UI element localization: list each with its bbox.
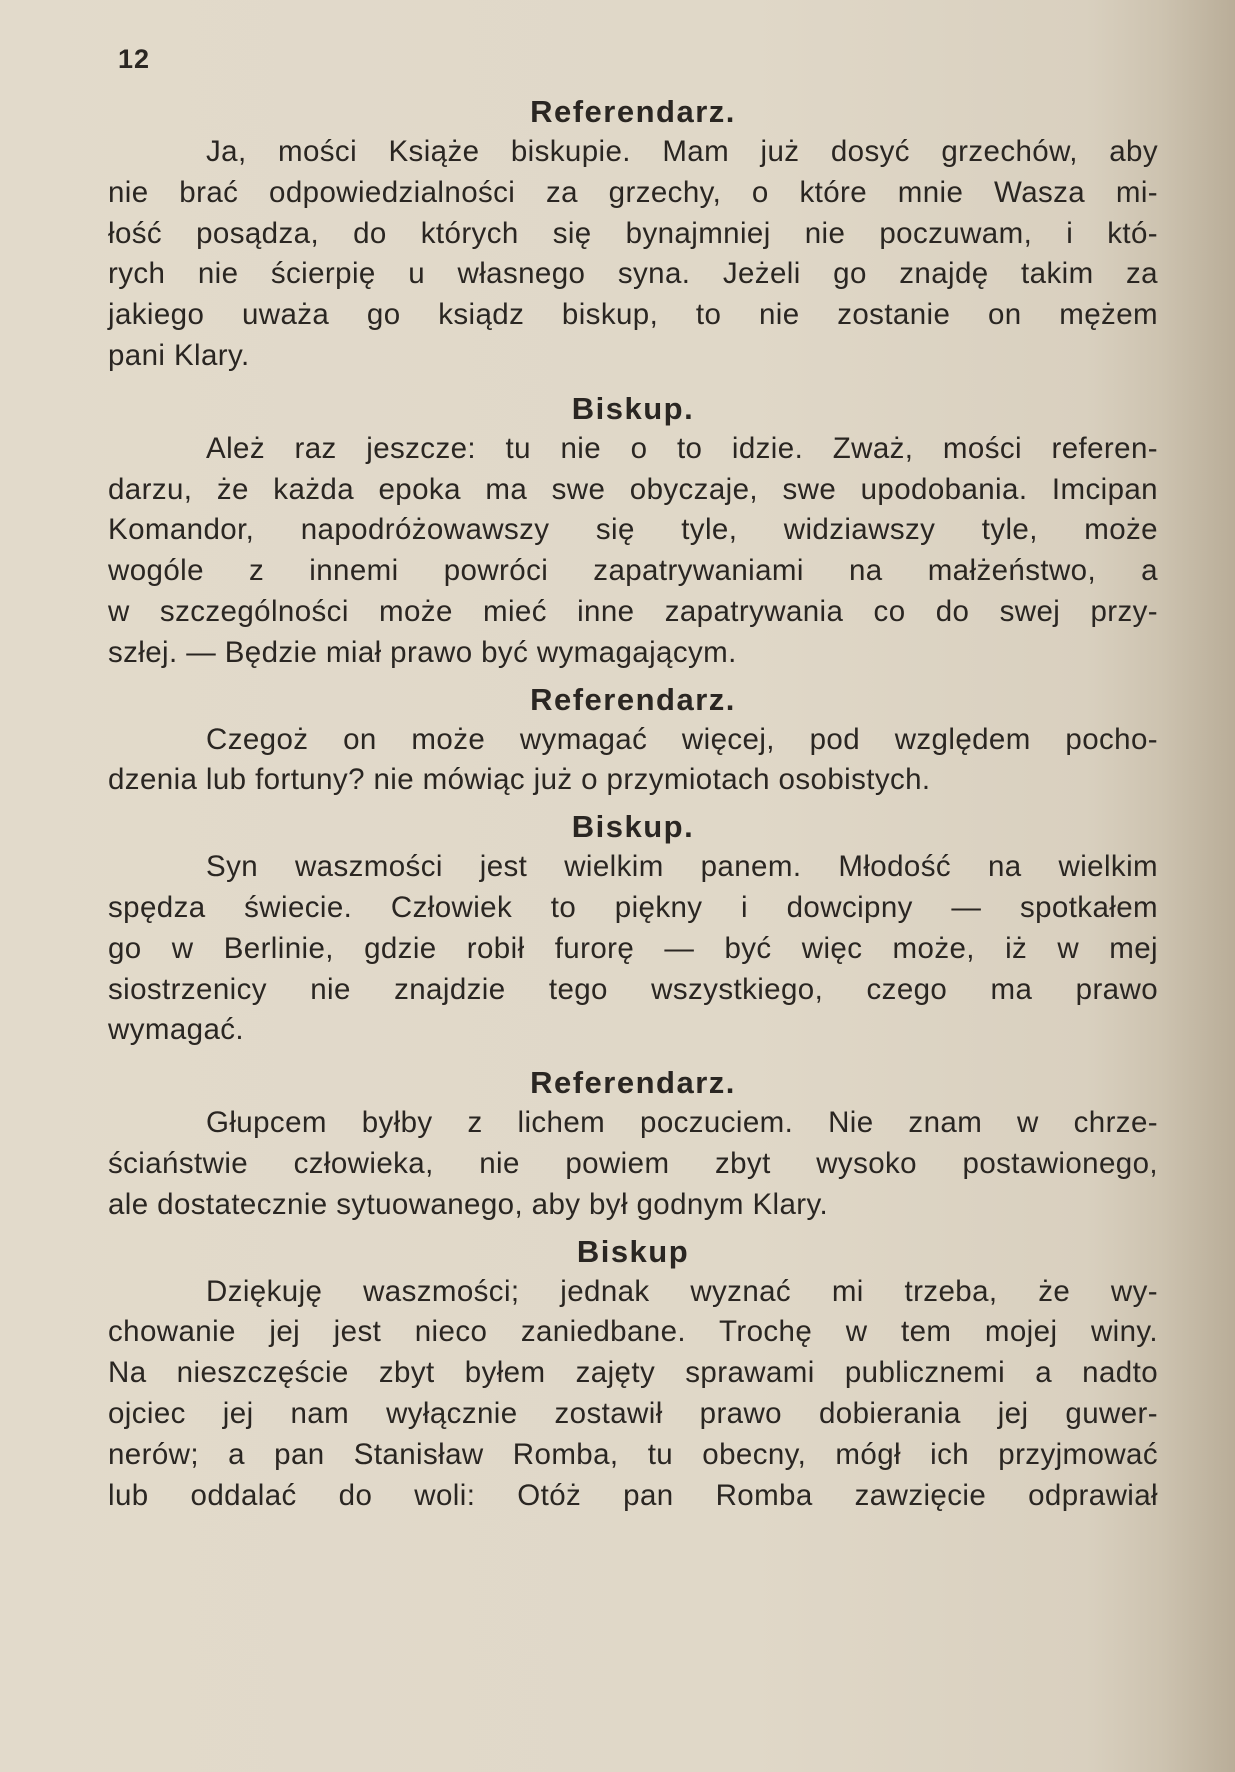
text-line: wymagać.: [108, 1013, 244, 1047]
text-line: jakiego uważa go ksiądz biskup, to nie zostanie on mężem: [108, 298, 1158, 332]
speaker-heading: Biskup: [576, 1233, 690, 1269]
text-line: Na nieszczęście zbyt byłem zajęty sprawami publicznemi a nadto: [108, 1356, 1158, 1390]
text-line: Ja, mości Książe biskupie. Mam już dosyć grzechów, aby: [206, 135, 1158, 168]
text-line: rych nie ścierpię u własnego syna. Jeżeli go znajdę takim za: [108, 257, 1158, 291]
text-line: ściaństwie człowieka, nie powiem zbyt wysoko postawionego,: [108, 1146, 1158, 1180]
text-line: Komandor, napodróżowawszy się tyle, widziawszy tyle, może: [108, 513, 1158, 547]
text-column: [108, 92, 1158, 1516]
speaker-heading: Referendarz.: [530, 681, 736, 717]
text-line: Syn waszmości jest wielkim panem. Młodość na wielkim: [206, 850, 1158, 884]
text-line: dzenia lub fortuny? nie mówiąc już o przymiotach osobistych.: [108, 763, 931, 797]
text-line: pani Klary.: [108, 338, 250, 372]
speech-paragraph: [108, 429, 1158, 674]
speech-paragraph: [108, 132, 1158, 377]
text-line: łość posądza, do których się bynajmniej nie poczuwam, i któ-: [108, 216, 1158, 250]
text-line: go w Berlinie, gdzie robił furorę — być więc może, iż w mej: [108, 931, 1158, 965]
speech-paragraph: [108, 1272, 1158, 1517]
text-line: w szczególności może mieć inne zapatrywania co do swej przy-: [108, 594, 1158, 628]
text-line: Dziękuję waszmości; jednak wyznać mi trzeba, że wy-: [206, 1274, 1158, 1308]
speech-paragraph: [108, 720, 1158, 802]
speaker-heading: Referendarz.: [530, 94, 736, 129]
text-line: spędza świecie. Człowiek to piękny i dowcipny — spotkałem: [108, 890, 1158, 924]
text-line: ojciec jej nam wyłącznie zostawił prawo dobierania jej guwer-: [108, 1396, 1158, 1430]
text-line: darzu, że każda epoka ma swe obyczaje, swe upodobania. Imcipan: [108, 472, 1158, 506]
speaker-heading: Biskup.: [571, 390, 695, 426]
text-line: szłej. — Będzie miał prawo być wymagającym.: [108, 635, 737, 669]
speaker-heading: Biskup.: [571, 809, 695, 845]
text-line: ale dostatecznie sytuowanego, aby był godnym Klary.: [108, 1187, 829, 1221]
text-line: wogóle z innemi powróci zapatrywaniami na małżeństwo, a: [108, 554, 1158, 588]
text-line: siostrzenicy nie znajdzie tego wszystkiego, czego ma prawo: [108, 972, 1158, 1006]
text-line: chowanie jej jest nieco zaniedbane. Trochę w tem mojej winy.: [108, 1315, 1158, 1349]
speaker-heading: Referendarz.: [530, 1065, 736, 1101]
page-number: 12: [118, 44, 151, 74]
speech-paragraph: [108, 1103, 1158, 1225]
speech-paragraph: [108, 847, 1158, 1051]
text-line: lub oddalać do woli: Otóż pan Romba zawzięcie odprawiał: [108, 1478, 1158, 1512]
text-line: Ależ raz jeszcze: tu nie o to idzie. Zważ, mości referen-: [206, 431, 1158, 465]
text-line: nie brać odpowiedzialności za grzechy, o które mnie Wasza mi-: [108, 175, 1158, 209]
text-line: Czegoż on może wymagać więcej, pod względem pocho-: [206, 722, 1158, 756]
text-line: nerów; a pan Stanisław Romba, tu obecny, mógł ich przyjmować: [108, 1437, 1158, 1471]
text-line: Głupcem byłby z lichem poczuciem. Nie znam w chrze-: [206, 1106, 1158, 1140]
